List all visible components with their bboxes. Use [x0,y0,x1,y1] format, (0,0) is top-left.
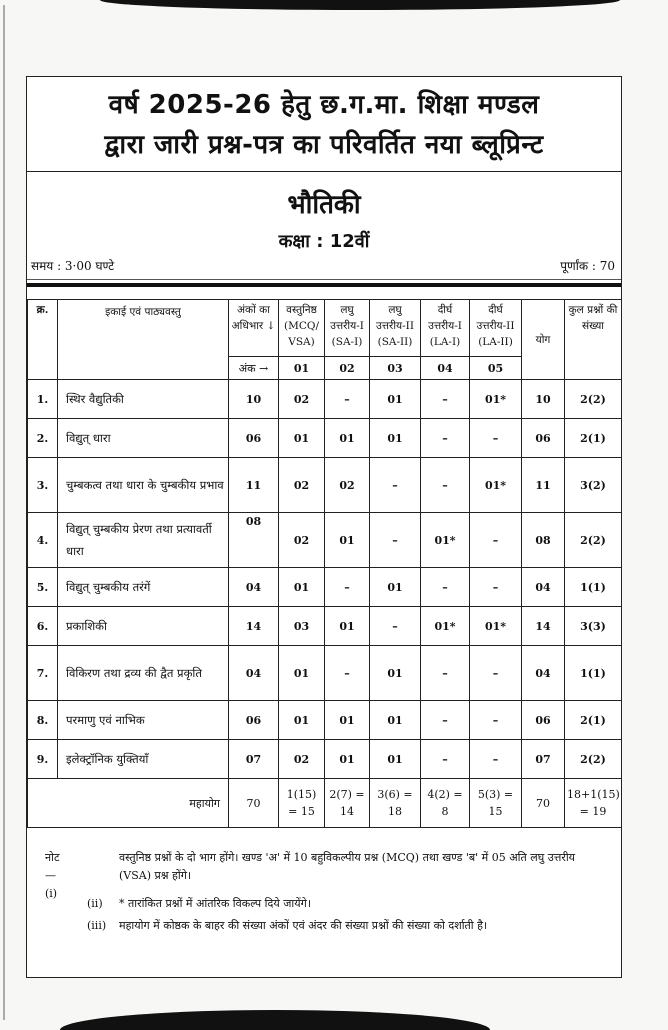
row-total: 10 [522,380,565,419]
row-weight: 11 [229,458,279,513]
title-line-1: वर्ष 2025-26 हेतु छ.ग.मा. शिक्षा मण्डल [108,90,540,120]
note-3-tag: (iii) [87,919,107,932]
row-sa2: – [370,607,421,646]
table-row [28,458,622,513]
grand-total-sa1: 2(7) = 14 [325,779,370,828]
marks-la2: 05 [470,357,522,380]
title-line-2: द्वारा जारी प्रश्न-पत्र का परिवर्तित नया ब्लूप्रिन्ट [104,130,544,160]
page-shadow-top [100,0,620,10]
row-la1: – [421,568,470,607]
table-row [28,646,622,701]
row-sa1: – [325,646,370,701]
row-weight: 10 [229,380,279,419]
grand-total-la1: 4(2) = 8 [421,779,470,828]
header-sa1: लघु उत्तरीय-I (SA-I) [325,300,370,357]
row-mcq: 03 [279,607,325,646]
row-mcq: 02 [279,458,325,513]
note-3-text: महायोग में कोष्ठक के बाहर की संख्या अंकों एवं अंदर की संख्या प्रश्नों की संख्या को दर्शाती है। [119,919,488,932]
table-row [28,380,622,419]
row-weight: 04 [229,646,279,701]
row-total: 14 [522,607,565,646]
row-la2: – [470,701,522,740]
row-unit: परमाणु एवं नाभिक [58,701,229,740]
row-la1: – [421,419,470,458]
row-total: 04 [522,646,565,701]
grand-total-label: महायोग [28,779,229,828]
row-mcq: 01 [279,568,325,607]
row-total: 07 [522,740,565,779]
row-unit: स्थिर वैद्युतिकी [58,380,229,419]
table-row [28,419,622,458]
header-total: योग [522,300,565,380]
row-sr: 5. [28,568,58,607]
note-2-tag: (ii) [87,897,103,910]
row-total: 06 [522,419,565,458]
row-sa2: – [370,458,421,513]
row-sa1: 02 [325,458,370,513]
table-row [28,513,622,568]
row-count: 2(2) [565,513,622,568]
row-sa2: 01 [370,568,421,607]
row-sa1: – [325,380,370,419]
row-sr: 7. [28,646,58,701]
title-block [27,77,621,172]
table-row [28,701,622,740]
row-sa2: 01 [370,740,421,779]
row-unit: विद्युत् चुम्बकीय तरंगें [58,568,229,607]
row-sa2: 01 [370,701,421,740]
row-mcq: 01 [279,646,325,701]
divider-thick [27,283,621,287]
row-unit: प्रकाशिकी [58,607,229,646]
header-count: कुल प्रश्नों की संख्या [565,300,622,380]
note-1-tag: नोट — (i) [45,851,60,900]
row-sr: 2. [28,419,58,458]
row-sr: 8. [28,701,58,740]
grand-total-la2: 5(3) = 15 [470,779,522,828]
grand-total-count: 18+1(15) = 19 [565,779,622,828]
row-la1: – [421,458,470,513]
row-la2: – [470,568,522,607]
row-sa1: – [325,568,370,607]
row-count: 2(1) [565,419,622,458]
row-weight: 06 [229,419,279,458]
row-weight: 07 [229,740,279,779]
row-la2: 01* [470,607,522,646]
grand-total-mcq: 1(15) = 15 [279,779,325,828]
row-weight: 06 [229,701,279,740]
row-la1: – [421,646,470,701]
table-row [28,607,622,646]
row-sa2: 01 [370,646,421,701]
row-sr: 9. [28,740,58,779]
row-count: 1(1) [565,646,622,701]
row-weight: 04 [229,568,279,607]
page-edge [3,5,5,1020]
row-la1: 01* [421,607,470,646]
row-weight: 08 [229,513,279,568]
marks-la1: 04 [421,357,470,380]
row-sr: 3. [28,458,58,513]
blueprint-sheet [26,76,622,978]
row-unit: विद्युत् धारा [58,419,229,458]
row-la1: – [421,740,470,779]
row-sa1: 01 [325,607,370,646]
row-la1: 01* [421,513,470,568]
note-1-text: वस्तुनिष्ठ प्रश्नों के दो भाग होंगे। खण्ड 'अ' में 10 बहुविकल्पीय प्रश्न (MCQ) तथा खण्ड 'ब' में 05 अति लघु उत्तरीय (VSA) प्रश्न होंगे। [119,851,576,882]
row-total: 04 [522,568,565,607]
row-la2: 01* [470,380,522,419]
row-sr: 6. [28,607,58,646]
row-sa1: 01 [325,701,370,740]
marks-sa2: 03 [370,357,421,380]
row-unit: इलेक्ट्रॉनिक युक्तियाँ [58,740,229,779]
header-sr: क्र. [28,300,58,380]
header-la1: दीर्घ उत्तरीय-I (LA-I) [421,300,470,357]
grand-total-sa2: 3(6) = 18 [370,779,421,828]
row-sr: 4. [28,513,58,568]
row-count: 3(2) [565,458,622,513]
row-la1: – [421,701,470,740]
time-label: समय : 3·00 घण्टे [31,259,115,273]
row-total: 06 [522,701,565,740]
header-la2: दीर्घ उत्तरीय-II (LA-II) [470,300,522,357]
row-unit: विद्युत् चुम्बकीय प्रेरण तथा प्रत्यावर्ती धारा [58,513,229,568]
row-mcq: 02 [279,513,325,568]
row-total: 11 [522,458,565,513]
row-la2: – [470,419,522,458]
header-unit: इकाई एवं पाठ्यवस्तु [58,300,229,380]
row-mcq: 01 [279,419,325,458]
row-count: 1(1) [565,568,622,607]
row-sa1: 01 [325,740,370,779]
row-count: 2(2) [565,380,622,419]
row-count: 2(2) [565,740,622,779]
header-sa2: लघु उत्तरीय-II (SA-II) [370,300,421,357]
row-unit: चुम्बकत्व तथा धारा के चुम्बकीय प्रभाव [58,458,229,513]
row-la2: – [470,513,522,568]
row-mcq: 02 [279,380,325,419]
grand-total-total: 70 [522,779,565,828]
row-weight: 14 [229,607,279,646]
subject-block [27,171,621,281]
subject-title: भौतिकी [287,190,361,220]
divider [27,279,621,280]
row-sa1: 01 [325,419,370,458]
row-sa1: 01 [325,513,370,568]
row-unit: विकिरण तथा द्रव्य की द्वैत प्रकृति [58,646,229,701]
marks-sa1: 02 [325,357,370,380]
notes-area [27,741,621,977]
row-sa2: 01 [370,419,421,458]
page-shadow-bottom [60,1010,490,1030]
class-label: कक्षा : 12वीं [278,231,370,252]
row-la2: – [470,740,522,779]
full-marks-label: पूर्णांक : 70 [560,259,615,273]
marks-mcq: 01 [279,357,325,380]
note-2-text: * तारांकित प्रश्नों में आंतरिक विकल्प दिये जायेंगे। [119,897,311,910]
row-sa2: 01 [370,380,421,419]
row-la2: 01* [470,458,522,513]
table-row [28,568,622,607]
row-count: 2(1) [565,701,622,740]
row-mcq: 02 [279,740,325,779]
row-mcq: 01 [279,701,325,740]
header-mcq: वस्तुनिष्ठ (MCQ/ VSA) [279,300,325,357]
table-header-row [28,300,622,357]
row-sa2: – [370,513,421,568]
row-la2: – [470,646,522,701]
row-total: 08 [522,513,565,568]
marks-label: अंक → [229,357,279,380]
row-count: 3(3) [565,607,622,646]
row-sr: 1. [28,380,58,419]
row-la1: – [421,380,470,419]
header-weightage: अंकों का अधिभार ↓ [229,300,279,357]
grand-total-weight: 70 [229,779,279,828]
